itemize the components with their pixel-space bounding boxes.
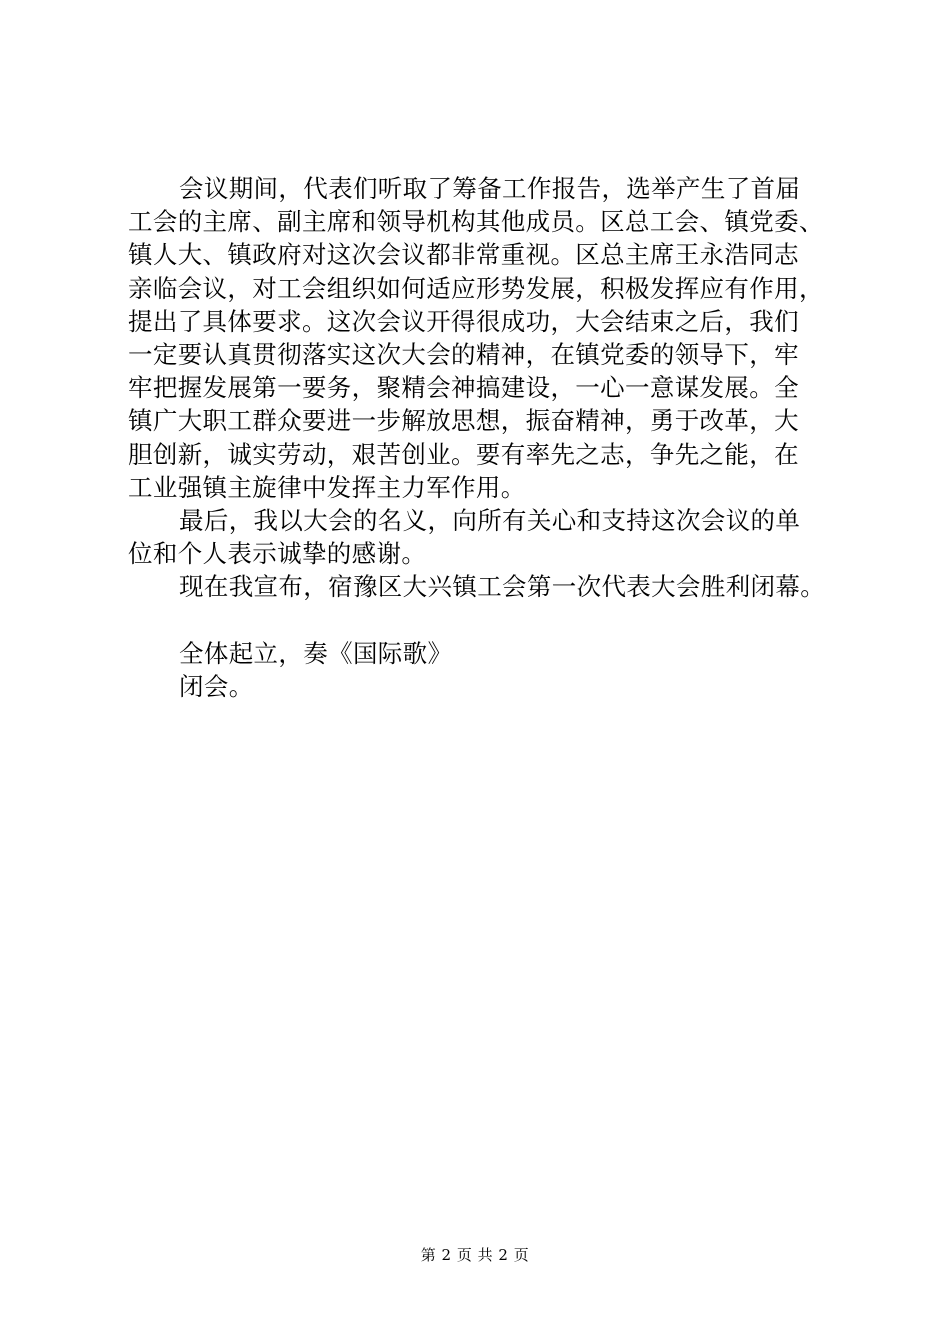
paragraph-thanks-line-2: 位和个人表示诚挚的感谢。 — [128, 539, 427, 569]
paragraph-meeting-line-10: 工业强镇主旋律中发挥主力军作用。 — [128, 472, 526, 502]
paragraph-meeting-line-4: 亲临会议，对工会组织如何适应形势发展，积极发挥应有作用， — [128, 273, 824, 303]
blank-line — [128, 604, 840, 637]
paragraph-meeting-line-3: 镇人大、镇政府对这次会议都非常重视。区总主席王永浩同志 — [128, 240, 799, 270]
document-body — [128, 172, 840, 703]
paragraph-meeting-line-8: 镇广大职工群众要进一步解放思想，振奋精神，勇于改革，大 — [128, 406, 799, 436]
closing-announcement: 现在我宣布，宿豫区大兴镇工会第一次代表大会胜利闭幕。 — [179, 572, 826, 602]
paragraph-meeting-line-2: 工会的主席、副主席和领导机构其他成员。区总工会、镇党委、 — [128, 207, 824, 237]
meeting-closed: 闭会。 — [179, 672, 254, 702]
paragraph-meeting-line-6: 一定要认真贯彻落实这次大会的精神，在镇党委的领导下，牢 — [128, 340, 799, 370]
paragraph-meeting-line-1: 会议期间，代表们听取了筹备工作报告，选举产生了首届 — [179, 174, 801, 203]
anthem-instruction: 全体起立，奏《国际歌》 — [179, 638, 453, 668]
page-footer: 第 2 页 共 2 页 — [420, 1246, 530, 1264]
paragraph-meeting-line-7: 牢把握发展第一要务，聚精会神搞建设，一心一意谋发展。全 — [128, 373, 799, 403]
paragraph-meeting-line-5: 提出了具体要求。这次会议开得很成功，大会结束之后，我们 — [128, 306, 799, 336]
paragraph-meeting-line-9: 胆创新，诚实劳动，艰苦创业。要有率先之志，争先之能，在 — [128, 439, 799, 469]
paragraph-thanks-line-1: 最后，我以大会的名义，向所有关心和支持这次会议的单 — [179, 506, 801, 536]
